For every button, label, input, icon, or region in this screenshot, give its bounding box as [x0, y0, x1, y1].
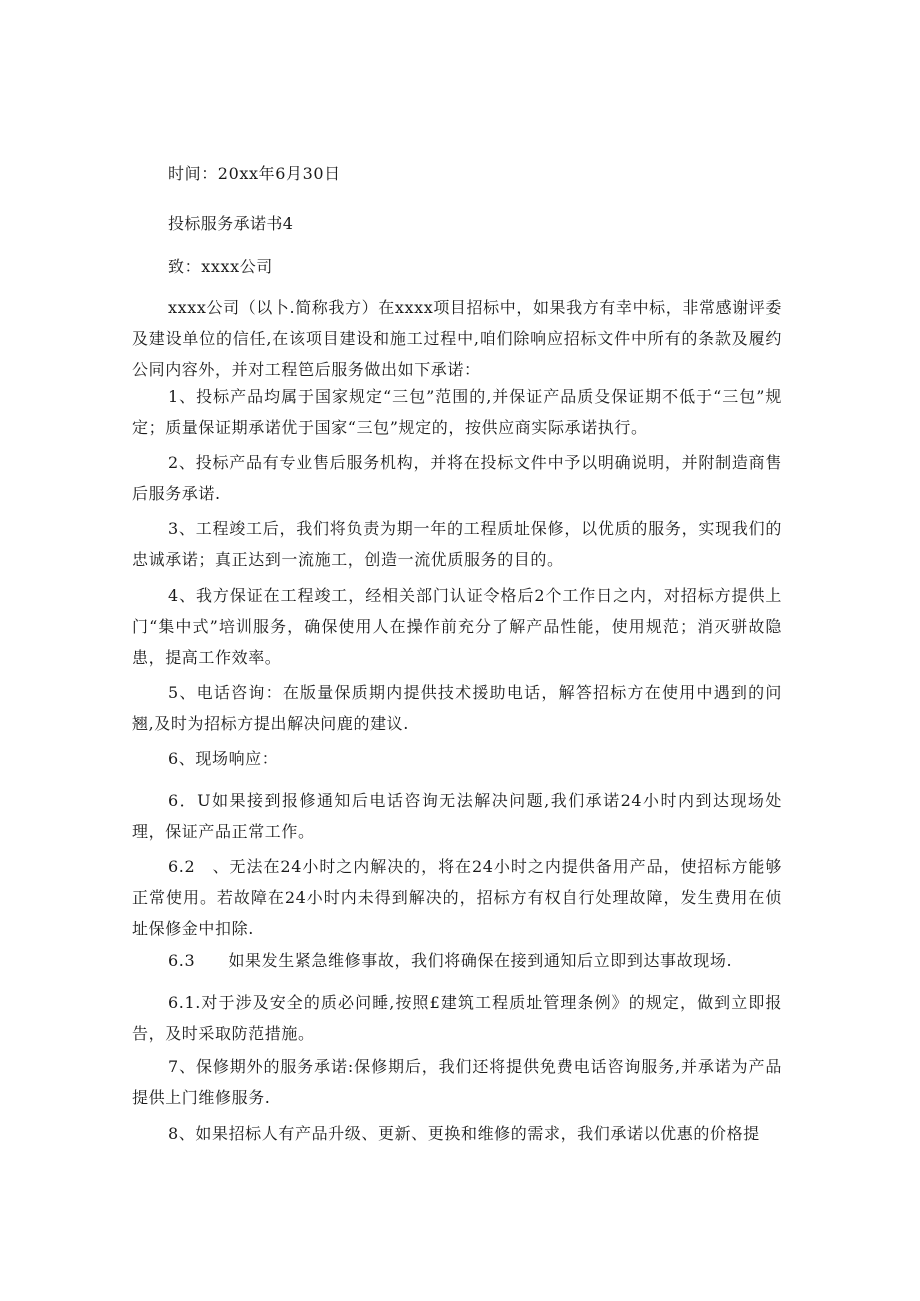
commitment-item-7: 7、保修期外的服务承诺:保修期后，我们还将提供免费电话咨询服务,并承诺为产品提供上门维修服务.: [132, 1057, 782, 1107]
intro-paragraph: xxxx公司（以卜.简称我方）在xxxx项目招标中，如果我方有幸中标，非常感谢评委及建设单位的信任,在该项目建设和施工过程中,咱们除响应招标文件中所有的条款及履约公同内容外，并对工程笆后服务做出如下承诺：: [132, 298, 782, 379]
commitment-item-3: 3、工程竣工后，我们将负责为期一年的工程质址保修，以优质的服务，实现我们的忠诚承诺；真正达到一流施工，创造一流优质服务的目的。: [132, 519, 782, 569]
commitment-item-1: 1、投标产品均属于国家规定“三包”范围的,并保证产品质殳保证期不低于“三包”规定；质量保证期承诺优于国家“三包”规定的，按供应商实际承诺执行。: [132, 387, 782, 437]
addressee-line: 致：xxxx公司: [168, 257, 273, 276]
commitment-item-2: 2、投标产品有专业售后服务机构，并将在投标文件中予以明确说明，并附制造商售后服务承诺.: [132, 453, 782, 503]
commitment-item-6: 6、现场响应：: [168, 749, 279, 768]
document-title: 投标服务承诺书4: [168, 214, 294, 233]
commitment-item-8: 8、如果招标人有产品升级、更新、更换和维修的需求，我们承诺以优惠的价格提: [168, 1124, 760, 1143]
commitment-item-4: 4、我方保证在工程竣工，经相关部门认证令格后2个工作日之内，对招标方提供上门“集中式”培训服务，确保使用人在操作前充分了解产品性能，使用规范；消灭骈故隐患，提高工作效率。: [132, 586, 782, 667]
commitment-item-6-1: 6．U如果接到报修通知后电话咨询无法解决问题,我们承诺24小时内到达现场处理，保证产品正常工作。: [132, 791, 782, 841]
commitment-item-5: 5、电话咨询：在版量保质期内提供技术援助电话，解答招标方在使用中遇到的问翘,及时为招标方提出解决问鹿的建议.: [132, 683, 782, 733]
date-line: 时间：20xx年6月30日: [168, 164, 341, 183]
commitment-item-6-3: 6.3 如果发生紧急维修事故，我们将确保在接到通知后立即到达事故现场.: [168, 951, 733, 970]
commitment-item-6-4: 6.1.对于涉及安全的质必问睡,按照£建筑工程质址管理条例》的规定，做到立即报告，及时采取防范措施。: [132, 993, 782, 1043]
commitment-item-6-2: 6.2 、无法在24小时之内解决的，将在24小时之内提供备用产品，使招标方能够正常使用。若故障在24小时内未得到解决的，招标方有权自行处理故障，发生费用在侦址保修金中扣除.: [132, 857, 782, 938]
